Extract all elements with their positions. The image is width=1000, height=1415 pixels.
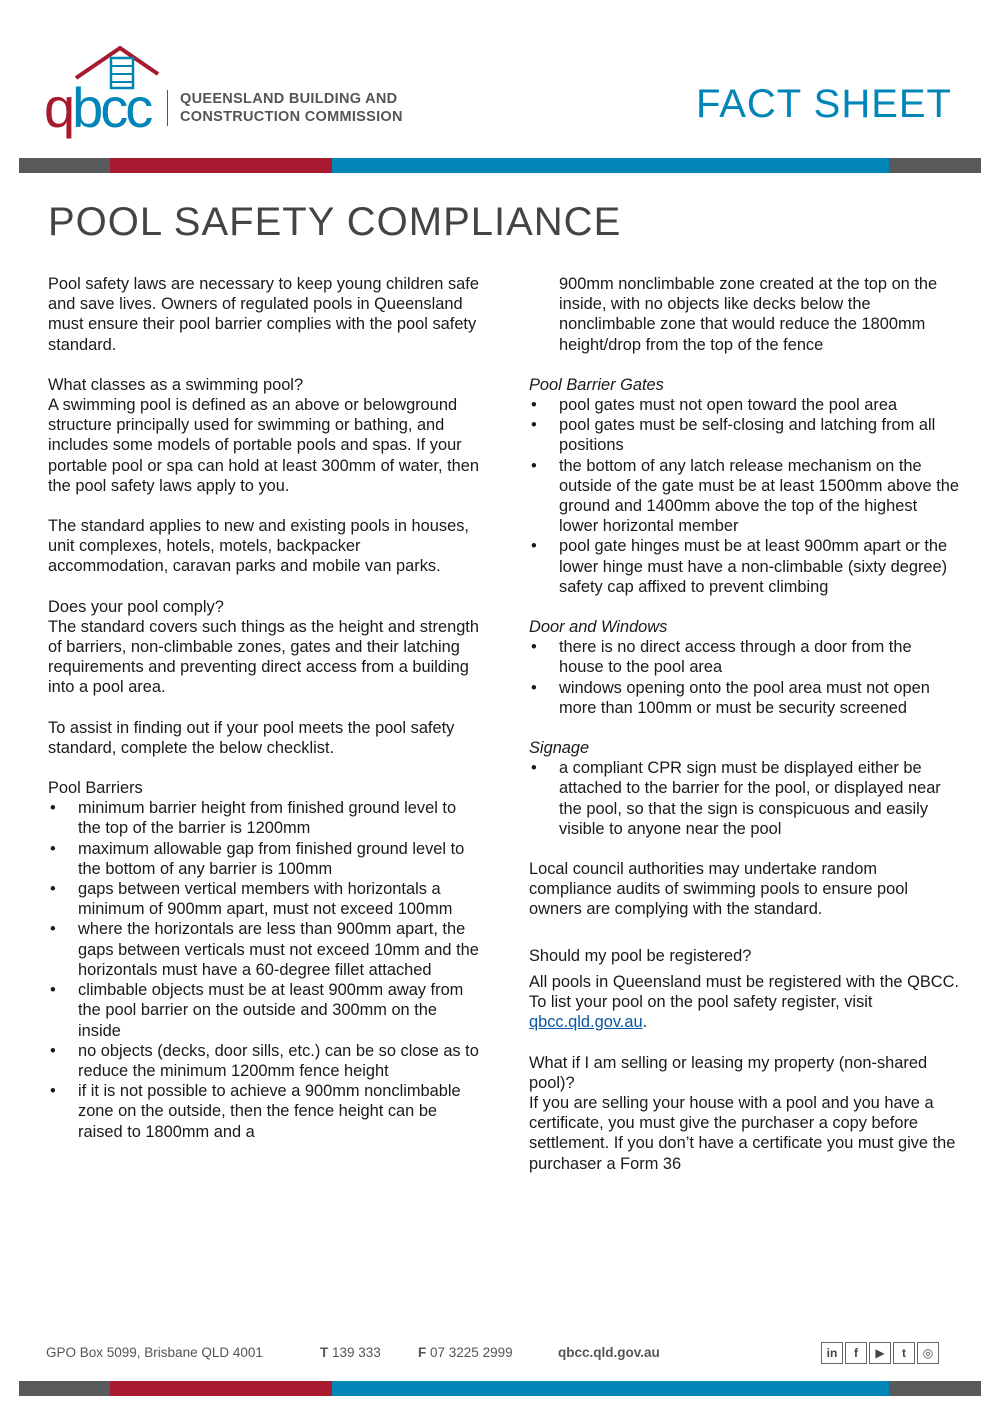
facebook-icon[interactable]: f: [845, 1342, 867, 1364]
barriers-heading: Pool Barriers: [48, 779, 143, 798]
list-item: • a compliant CPR sign must be displayed either be attached to the barrier for the pool, or displayed near the pool, so that the sign is conspicuous and easily visible to anyone near the pool: [529, 758, 959, 839]
doors-heading: Door and Windows: [529, 618, 668, 637]
list-item: • no objects (decks, door sills, etc.) can be so close as to reduce the minimum 1200mm fence height: [48, 1041, 480, 1081]
registered-heading: Should my pool be registered?: [529, 946, 752, 965]
header-stripe: [19, 158, 981, 173]
list-item: • climbable objects must be at least 900mm away from the pool barrier on the outside and 300mm on the inside: [48, 980, 480, 1041]
list-item: • pool gates must not open toward the pool area: [529, 395, 959, 415]
left-column: [48, 274, 480, 1142]
standard-paragraph: The standard applies to new and existing pools in houses, unit complexes, hotels, motels, backpacker accommodation, caravan parks and mobile van parks.: [48, 517, 469, 576]
list-item: • maximum allowable gap from finished ground level to the bottom of any barrier is 100mm: [48, 839, 480, 879]
linkedin-icon[interactable]: in: [821, 1342, 843, 1364]
intro-paragraph: Pool safety laws are necessary to keep young children safe and save lives. Owners of regulated pools in Queensland must ensure their pool barrier complies with the pool safety standard.: [48, 275, 479, 354]
list-item: • minimum barrier height from finished ground level to the top of the barrier is 1200mm: [48, 798, 480, 838]
gates-heading: Pool Barrier Gates: [529, 375, 664, 394]
registered-paragraph: All pools in Queensland must be registered with the QBCC. To list your pool on the pool safety register, visit qbcc.qld.gov.au.: [529, 972, 960, 1032]
footer-stripe: [19, 1381, 981, 1396]
list-item: • gaps between vertical members with horizontals a minimum of 900mm apart, must not exceed 100mm: [48, 879, 480, 919]
classes-heading: What classes as a swimming pool?: [48, 375, 304, 394]
list-item: • windows opening onto the pool area must not open more than 100mm or must be security screened: [529, 678, 959, 718]
logo-wordmark: qbcc: [44, 76, 151, 139]
classes-paragraph: A swimming pool is defined as an above or belowground structure principally used for swimming or bathing, and includes some models of portable pools and spas. If your portable pool or spa can hold at least 300mm of water, then the pool safety laws apply to you.: [48, 396, 479, 495]
comply-heading: Does your pool comply?: [48, 597, 224, 616]
barrier-continued: 900mm nonclimbable zone created at the top on the inside, with no objects like decks below the nonclimbable zone that would reduce the 1800mm height/drop from the top of the fence: [559, 275, 938, 354]
list-item: • where the horizontals are less than 900mm apart, the gaps between verticals must not exceed 10mm and the horizontals must have a 60-degree fillet attached: [48, 919, 480, 980]
selling-paragraph: If you are selling your house with a pool and you have a certificate, you must give the purchaser a copy before settlement. If you don’t have a certificate you must give the purchaser a Form 36: [529, 1093, 956, 1173]
footer-address: GPO Box 5099, Brisbane QLD 4001: [46, 1345, 263, 1360]
page-title: POOL SAFETY COMPLIANCE: [48, 200, 622, 244]
list-item: • the bottom of any latch release mechanism on the outside of the gate must be at least 1500mm above the ground and 1400mm above the top of the highest lower horizontal member: [529, 456, 959, 537]
twitter-icon[interactable]: t: [893, 1342, 915, 1364]
assist-paragraph: To assist in finding out if your pool meets the pool safety standard, complete the below checklist.: [48, 718, 455, 757]
list-item: • there is no direct access through a door from the house to the pool area: [529, 637, 959, 677]
youtube-icon[interactable]: ▶: [869, 1342, 891, 1364]
comply-paragraph: The standard covers such things as the height and strength of barriers, non-climbable zones, gates and their latching requirements and preventing direct access from a building into a pool area.: [48, 617, 479, 697]
doors-list: [529, 637, 959, 718]
qbcc-website-link[interactable]: qbcc.qld.gov.au: [529, 1013, 643, 1032]
qbcc-logo: [44, 44, 424, 144]
footer-phone: T 139 333: [320, 1345, 381, 1360]
social-icons: [821, 1342, 939, 1364]
signage-list: [529, 758, 959, 839]
selling-heading: What if I am selling or leasing my property (non-shared pool)?: [529, 1053, 928, 1092]
footer-website-link[interactable]: qbcc.qld.gov.au: [558, 1345, 660, 1360]
logo-divider: [167, 90, 168, 126]
list-item: • if it is not possible to achieve a 900mm nonclimbable zone on the outside, then the fence height can be raised to 1800mm and a: [48, 1081, 480, 1142]
council-paragraph: Local council authorities may undertake random compliance audits of swimming pools to ensure pool owners are complying with the standard.: [529, 860, 909, 919]
gates-list: [529, 395, 959, 597]
instagram-icon[interactable]: ◎: [917, 1342, 939, 1364]
right-column: [529, 274, 959, 1174]
list-item: • pool gate hinges must be at least 900mm apart or the lower hinge must have a non-climbable (sixty degree) safety cap affixed to prevent climbing: [529, 536, 959, 597]
signage-heading: Signage: [529, 739, 590, 758]
list-item: • pool gates must be self-closing and latching from all positions: [529, 415, 959, 455]
organisation-name: QUEENSLAND BUILDING AND CONSTRUCTION COMMISSION: [180, 91, 403, 125]
footer-fax: F 07 3225 2999: [418, 1345, 513, 1360]
document-type: FACT SHEET: [696, 82, 952, 126]
barriers-list: [48, 798, 480, 1141]
